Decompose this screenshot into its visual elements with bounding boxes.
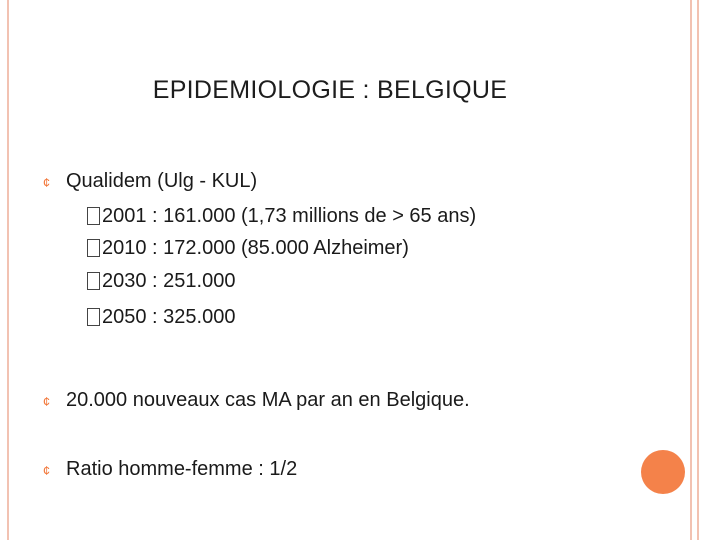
sub-item-text: 2030 : 251.000 — [102, 270, 236, 292]
sub-item-2050 — [87, 303, 235, 331]
decorative-circle — [641, 450, 685, 494]
sub-item-text: 2010 : 172.000 (85.000 Alzheimer) — [102, 237, 409, 259]
bullet-icon: ¢ — [42, 463, 51, 478]
sub-item-2030 — [87, 267, 235, 295]
bullet-text: Qualidem (Ulg - KUL) — [66, 170, 258, 192]
bullet-text: Ratio homme-femme : 1/2 — [66, 458, 298, 480]
bullet-icon: ¢ — [42, 175, 51, 190]
slide-title: EPIDEMIOLOGIE : BELGIQUE — [152, 76, 508, 104]
frame-right-lines — [690, 0, 718, 540]
bullet-icon: ¢ — [42, 394, 51, 409]
sub-item-text: 2050 : 325.000 — [102, 306, 236, 328]
sub-bullet-box-icon — [87, 239, 100, 257]
sub-item-2001 — [87, 202, 476, 230]
sub-bullet-box-icon — [87, 272, 100, 290]
bullet-text: 20.000 nouveaux cas MA par an en Belgique. — [66, 389, 470, 411]
sub-item-text: 2001 : 161.000 (1,73 millions de > 65 ans) — [102, 205, 477, 227]
sub-bullet-box-icon — [87, 308, 100, 326]
sub-bullet-box-icon — [87, 207, 100, 225]
sub-item-2010 — [87, 234, 409, 262]
